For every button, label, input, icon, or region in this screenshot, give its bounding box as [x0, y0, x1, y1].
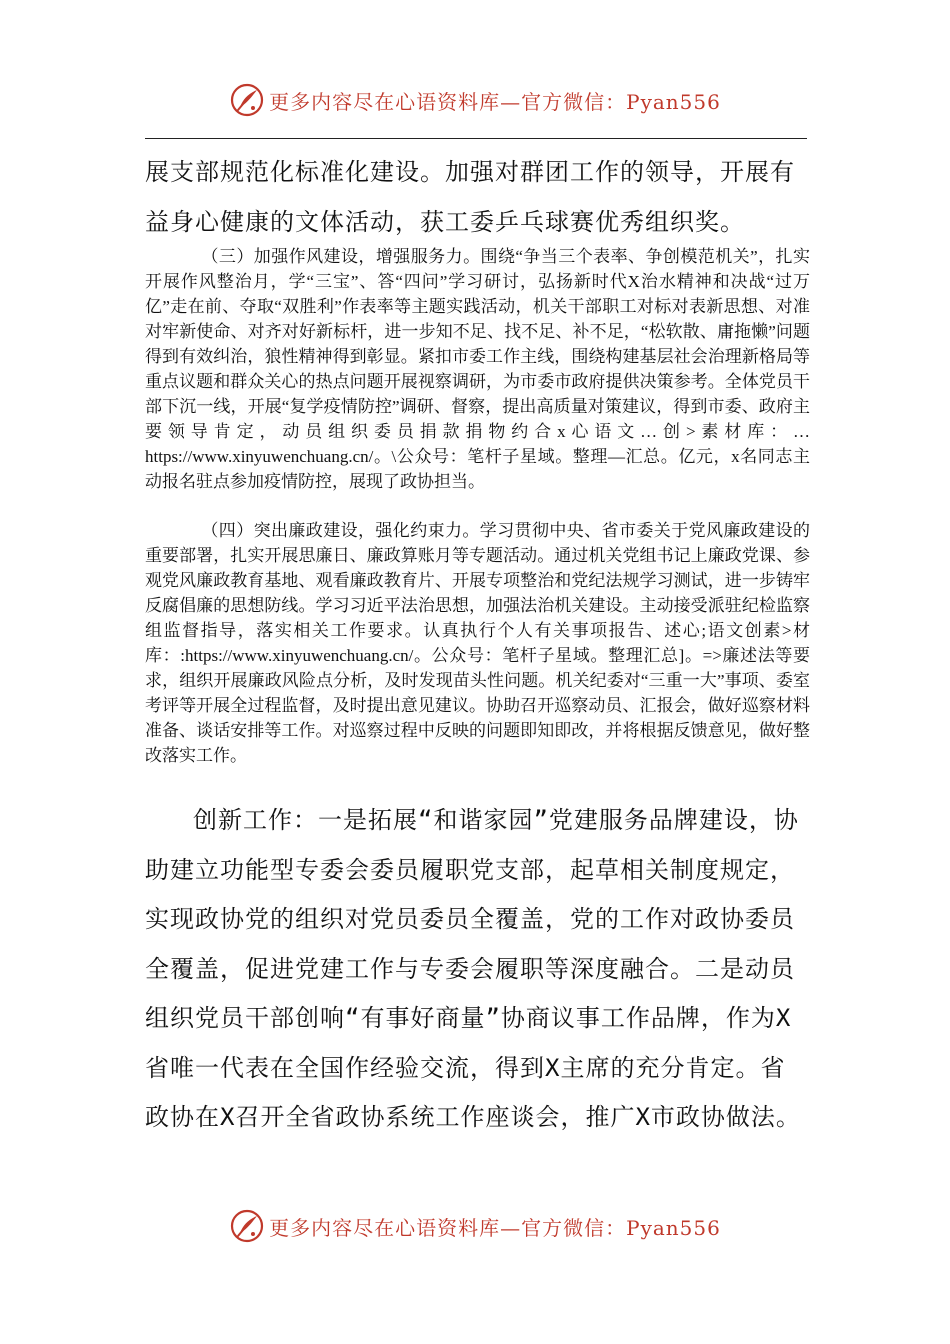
footer-banner	[0, 1208, 950, 1244]
quill-logo-icon	[229, 82, 265, 118]
paragraph-innovation: 创新工作：一是拓展“和谐家园”党建服务品牌建设，协助建立功能型专委会委员履职党支部，起草相关制度规定，实现政协党的组织对党员委员全覆盖，党的工作对政协委员全覆盖，促进党建工作与专委会履职等深度融合。二是动员组织党员干部创响“有事好商量”协商议事工作品牌，作为X省唯一代表在全国作经验交流，得到X主席的充分肯定。省政协在X召开全省政协系统工作座谈会，推广X市政协做法。	[145, 806, 801, 1131]
paragraph-section-3	[145, 244, 810, 494]
paragraph-1: 展支部规范化标准化建设。加强对群团工作的领导，开展有益身心健康的文体活动，获工委乒乓球赛优秀组织奖。	[145, 158, 795, 236]
paragraph-section-4-text: （四）突出廉政建设，强化约束力。学习贯彻中央、省市委关于党风廉政建设的重要部署，扎实开展思廉日、廉政算账月等专题活动。通过机关党组书记上廉政党课、参观党风廉政教育基地、观看廉政教育片、开展专项整治和党纪法规学习测试，进一步铸牢反腐倡廉的思想防线。学习习近平法治思想，加强法治机关建设。主动接受派驻纪检监察组监督指导，落实相关工作要求。认真执行个人有关事项报告、述心;语文创素>材库：:https://www.xinyuwenchuang.cn/。公众号：笔杆子星域。整理汇总]。=>廉述法等要求，组织开展廉政风险点分析，及时发现苗头性问题。机关纪委对“三重一大”事项、委室考评等开展全过程监督，及时提出意见建议。协助召开巡察动员、汇报会，做好巡察材料准备、谈话安排等工作。对巡察过程中反映的问题即知即改，并将根据反馈意见，做好整改落实工作。	[145, 521, 810, 765]
banner-text: 更多内容尽在心语资料库—官方微信：Pyan556	[269, 1215, 721, 1240]
quill-logo-icon	[229, 1208, 265, 1244]
header-banner	[0, 82, 950, 118]
banner-text: 更多内容尽在心语资料库—官方微信：Pyan556	[269, 89, 721, 114]
header-rule	[145, 138, 807, 139]
paragraph-section-3-text: （三）加强作风建设，增强服务力。围绕“争当三个表率、争创模范机关”，扎实开展作风整治月，学“三宝”、答“四问”学习研讨，弘扬新时代X治水精神和决战“过万亿”走在前、夺取“双胜利”作表率等主题实践活动，机关干部职工对标对表新思想、对准对牢新使命、对齐对好新标杆，进一步知不足、找不足、补不足，“松软散、庸拖懒”问题得到有效纠治，狼性精神得到彰显。紧扣市委工作主线，围绕构建基层社会治理新格局等重点议题和群众关心的热点问题开展视察调研，为市委市政府提供决策参考。全体党员干部下沉一线，开展“复学疫情防控”调研、督察，提出高质量对策建议，得到市委、政府主要领导肯定，动员组织委员捐款捐物约合x心语文…创>素材库：…https://www.xinyuwenchuang.cn/。\公众号：笔杆子星域。整理—汇总。亿元，x名同志主动报名驻点参加疫情防控，展现了政协担当。	[145, 247, 810, 491]
paragraph-section-4	[145, 518, 810, 768]
